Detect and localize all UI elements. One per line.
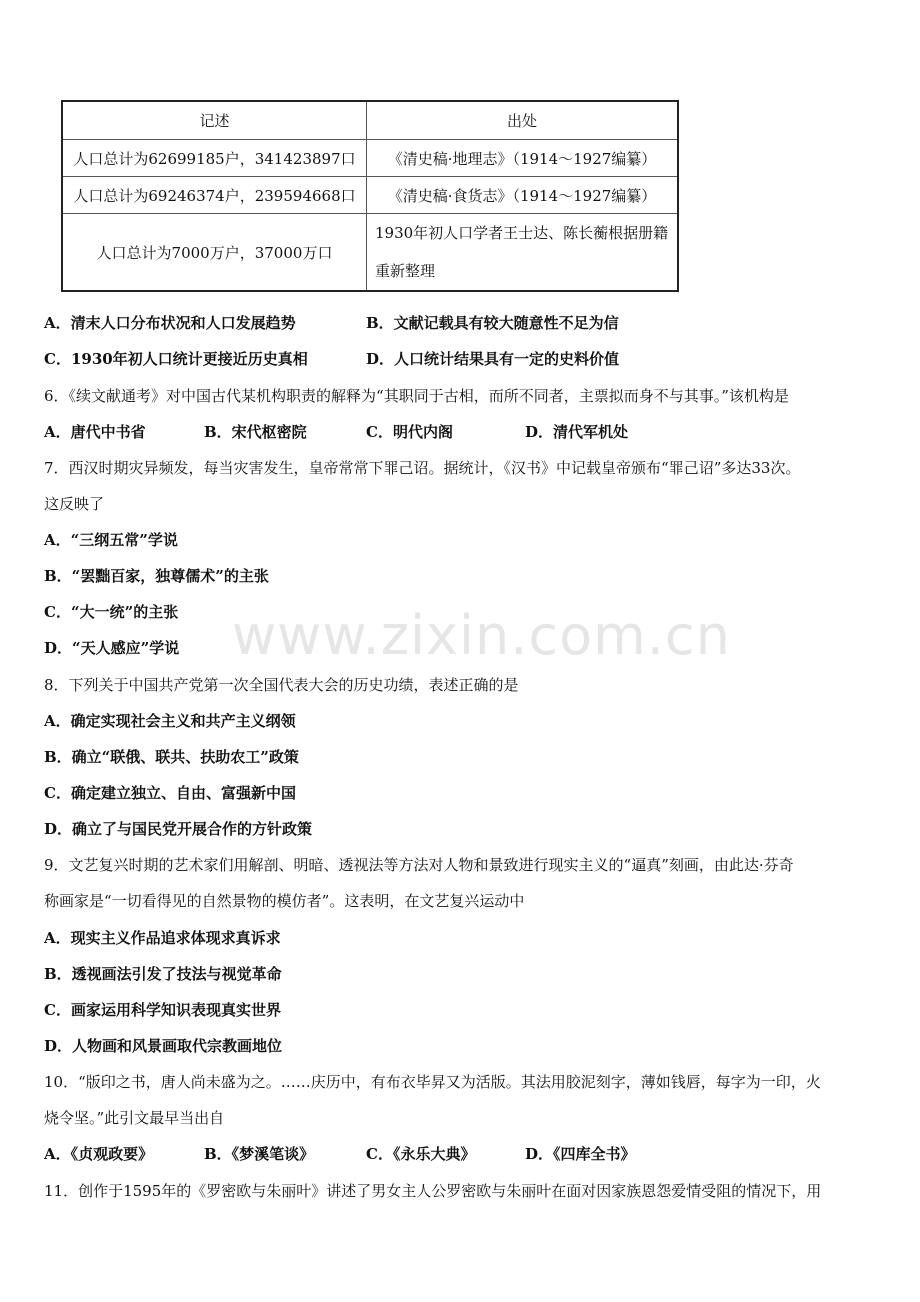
table-cell: 人口总计为62699185户，341423897口: [62, 140, 367, 177]
q9-option-b: B．透视画法引发了技法与视觉革命: [44, 965, 282, 983]
q5-option-c: C．1930年初人口统计更接近历史真相: [44, 350, 308, 368]
q10-option-c: C．《永乐大典》: [366, 1145, 476, 1163]
q7-option-d: D．“天人感应”学说: [44, 639, 180, 657]
q7-option-a: A．“三纲五常”学说: [44, 531, 178, 549]
watermark: www.zixin.com.cn: [232, 604, 731, 667]
q7-stem-line1: 7．西汉时期灾异频发，每当灾害发生，皇帝常常下罪己诏。据统计，《汉书》中记载皇帝颁布“罪己诏”多达33次。: [44, 459, 801, 477]
table-cell: 《清史稿·食货志》（1914～1927编纂）: [367, 177, 679, 214]
q10-option-a: A．《贞观政要》: [44, 1145, 154, 1163]
table-cell: 1930年初人口学者王士达、陈长蘅根据册籍重新整理: [367, 214, 679, 292]
q11-stem-line1: 11．创作于1595年的《罗密欧与朱丽叶》讲述了男女主人公罗密欧与朱丽叶在面对因家族恩怨爱情受阻的情况下，用: [44, 1182, 822, 1200]
q8-option-a: A．确定实现社会主义和共产主义纲领: [44, 712, 296, 730]
q10-option-d: D．《四库全书》: [525, 1145, 636, 1163]
q7-option-b: B．“罢黜百家，独尊儒术”的主张: [44, 567, 269, 585]
q5-option-a: A．清末人口分布状况和人口发展趋势: [44, 314, 296, 332]
q8-option-d: D．确立了与国民党开展合作的方针政策: [44, 820, 313, 838]
q9-stem-line1: 9．文艺复兴时期的艺术家们用解剖、明暗、透视法等方法对人物和景致进行现实主义的“逼真”刻画，由此达·芬奇: [44, 856, 794, 874]
table-header-source: 出处: [367, 101, 679, 140]
table-header-record: 记述: [62, 101, 367, 140]
q10-stem-line2: 烧令坚。”此引文最早当出自: [44, 1109, 225, 1127]
q6-option-d: D．清代军机处: [525, 423, 629, 441]
table-cell: 人口总计为7000万户，37000万口: [62, 214, 367, 292]
table-cell: 《清史稿·地理志》（1914～1927编纂）: [367, 140, 679, 177]
q10-stem-line1: 10．“版印之书，唐人尚未盛为之。……庆历中，有布衣毕昇又为活版。其法用胶泥刻字，薄如钱唇，每字为一印，火: [44, 1073, 821, 1091]
q7-stem-line2: 这反映了: [44, 495, 105, 513]
q10-option-b: B．《梦溪笔谈》: [204, 1145, 315, 1163]
q9-option-d: D．人物画和风景画取代宗教画地位: [44, 1037, 283, 1055]
q5-option-b: B．文献记载具有较大随意性不足为信: [366, 314, 619, 332]
source-table-wrapper: [61, 100, 679, 292]
q8-stem: 8．下列关于中国共产党第一次全国代表大会的历史功绩，表述正确的是: [44, 676, 519, 694]
q9-stem-line2: 称画家是“一切看得见的自然景物的模仿者”。这表明，在文艺复兴运动中: [44, 892, 525, 910]
table-cell: 人口总计为69246374户，239594668口: [62, 177, 367, 214]
q6-option-b: B．宋代枢密院: [204, 423, 307, 441]
source-table: [61, 100, 679, 292]
q8-option-b: B．确立“联俄、联共、扶助农工”政策: [44, 748, 299, 766]
q6-option-c: C．明代内阁: [366, 423, 453, 441]
q6-stem: 6．《续文献通考》对中国古代某机构职责的解释为“其职同于古相，而所不同者，主票拟而身不与其事。”该机构是: [44, 387, 789, 405]
q9-option-c: C．画家运用科学知识表现真实世界: [44, 1001, 281, 1019]
q7-option-c: C．“大一统”的主张: [44, 603, 179, 621]
q5-option-d: D．人口统计结果具有一定的史料价值: [366, 350, 620, 368]
q6-option-a: A．唐代中书省: [44, 423, 146, 441]
q9-option-a: A．现实主义作品追求体现求真诉求: [44, 929, 281, 947]
q8-option-c: C．确定建立独立、自由、富强新中国: [44, 784, 296, 802]
